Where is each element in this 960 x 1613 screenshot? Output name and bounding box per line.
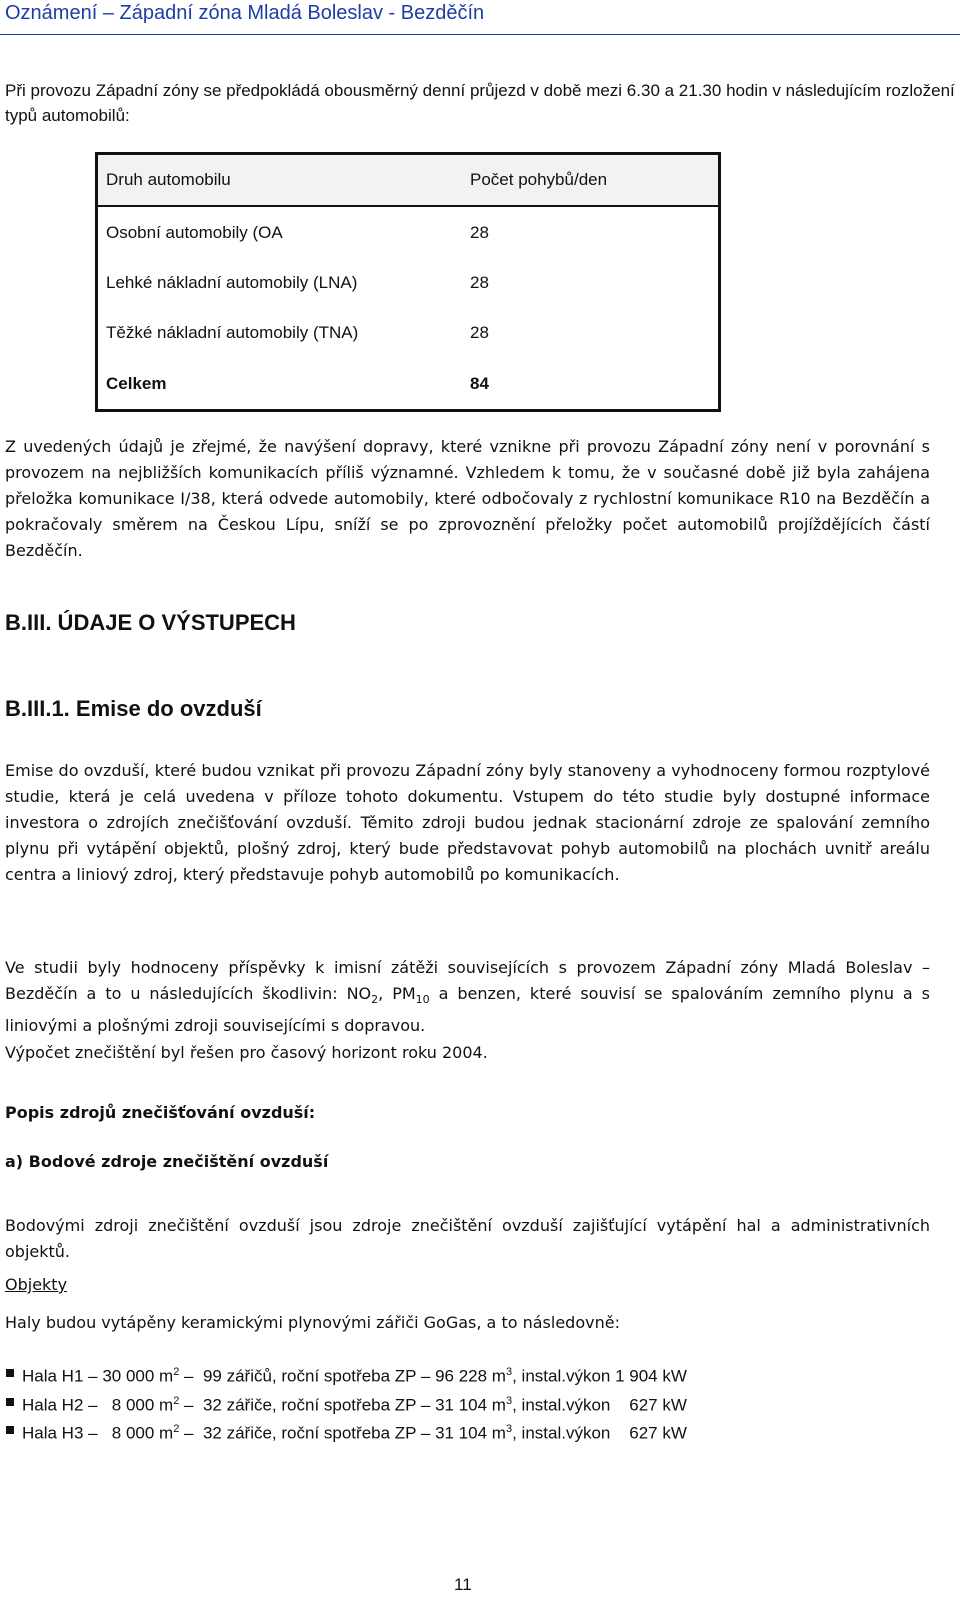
halls-intro-paragraph: Haly budou vytápěny keramickými plynovými zářiči GoGas, a to následovně:: [5, 1313, 620, 1332]
table-header-cell: Počet pohybů/den: [462, 154, 720, 207]
halls-list: [5, 1360, 687, 1446]
page-header: [0, 0, 960, 40]
header-title: Oznámení – Západní zóna Mladá Boleslav - Bezděčín: [5, 2, 485, 24]
bullet-icon: [6, 1398, 14, 1406]
page-number: 11: [454, 1575, 472, 1594]
list-item-text: – 32 zářiče, roční spotřeba ZP – 31 104 m: [179, 1395, 506, 1415]
table-total-row: [97, 359, 720, 411]
table-cell: Lehké nákladní automobily (LNA): [106, 272, 358, 292]
table-row: [97, 258, 720, 308]
table-header-row: [97, 154, 720, 207]
superscript: 2: [173, 1366, 180, 1378]
table-cell: 28: [470, 323, 489, 343]
list-item-text: – 32 zářiče, roční spotřeba ZP – 31 104 m: [179, 1423, 506, 1443]
section-heading: B.III. ÚDAJE O VÝSTUPECH: [5, 610, 296, 635]
table-cell: Osobní automobily (OA: [106, 222, 283, 242]
superscript: 3: [505, 1394, 513, 1407]
vehicle-table: [95, 152, 721, 412]
table-cell: 28: [470, 272, 489, 292]
superscript: 3: [505, 1366, 513, 1378]
list-item-text: , instal.výkon 627 kW: [512, 1423, 687, 1443]
table-cell: 28: [470, 222, 489, 242]
subsection-heading: B.III.1. Emise do ovzduší: [5, 696, 262, 721]
table-header-cell: Druh automobilu: [97, 154, 463, 207]
list-item: [5, 1417, 687, 1446]
subscript: 2: [371, 993, 379, 1007]
table-cell: Celkem: [106, 373, 167, 393]
bullet-icon: [6, 1426, 14, 1434]
table-row: [97, 206, 720, 257]
objects-link: Objekty: [5, 1275, 68, 1294]
point-sources-paragraph: Bodovými zdroji znečištění ovzduší jsou zdroje znečištění ovzduší zajišťující vytápění hal a administrativních objektů.: [5, 1216, 930, 1261]
traffic-paragraph: Z uvedených údajů je zřejmé, že navýšení dopravy, které vznikne při provozu Západní zóny není v porovnání s provozem na nejbližších komunikacích příliš významné. Vzhledem k tomu, že v současné době již byla zahájena přeložka komunikace I/38, která odvede automobily, které odbočovaly z rychlostní komunikace R10 na Bezděčín a pokračovaly směrem na Českou Lípu, sníží se po zprovoznění přeložky počet automobilů projíždějících částí Bezděčín.: [5, 437, 930, 560]
subscript: 10: [415, 993, 430, 1007]
list-item: [5, 1389, 687, 1418]
list-item-text: Hala H1 – 30 000 m: [22, 1366, 174, 1386]
list-item-text: Hala H2 – 8 000 m: [22, 1395, 174, 1415]
bullet-icon: [6, 1369, 14, 1377]
header-rule: [0, 34, 960, 35]
pollutants-paragraph: [5, 955, 930, 1039]
emissions-paragraph: Emise do ovzduší, které budou vznikat při provozu Západní zóny byly stanoveny a vyhodnoceny formou rozptylové studie, která je celá uvedena v příloze tohoto dokumentu. Vstupem do této studie byly dostupné informace investora o zdrojích znečišťování ovzduší. Těmito zdroji budou jednak stacionární zdroje ze spalování zemního plynu při vytápění objektů, plošný zdroj, který bude představovat pohyb automobilů na plochách uvnitř areálu centra a liniový zdroj, který představuje pohyb automobilů po komunikacích.: [5, 761, 930, 884]
list-item-text: – 99 zářičů, roční spotřeba ZP – 96 228 m: [179, 1366, 506, 1386]
list-item-text: , instal.výkon 1 904 kW: [512, 1366, 687, 1386]
superscript: 3: [505, 1423, 513, 1436]
table-cell: Těžké nákladní automobily (TNA): [106, 323, 359, 343]
table-row: [97, 308, 720, 358]
paragraph-text: , PM: [378, 984, 416, 1003]
list-item-text: , instal.výkon 627 kW: [512, 1395, 687, 1415]
paragraph-text: Ve studii byly hodnoceny příspěvky k imisní zátěži souvisejících s provozem Západní zóny Mladá Boleslav – Bezděčín a to u následujících škodlivin: NO: [5, 958, 930, 1003]
sources-heading: Popis zdrojů znečišťování ovzduší:: [5, 1103, 316, 1122]
intro-paragraph: Při provozu Západní zóny se předpokládá obousměrný denní průjezd v době mezi 6.30 a 21.30 hodin v následujícím rozložení typů automobilů:: [5, 81, 955, 125]
table-cell: 84: [470, 373, 489, 393]
superscript: 2: [173, 1394, 180, 1407]
paragraph-text: a benzen, které souvisí se spalováním zemního plynu a s liniovými a plošnými zdroji souvisejícími s dopravou.: [5, 984, 931, 1036]
list-item: [5, 1360, 687, 1389]
list-item-text: Hala H3 – 8 000 m: [22, 1423, 174, 1443]
superscript: 2: [173, 1423, 180, 1436]
calculation-paragraph: Výpočet znečištění byl řešen pro časový horizont roku 2004.: [5, 1043, 488, 1062]
point-sources-heading: a) Bodové zdroje znečištění ovzduší: [5, 1152, 329, 1171]
